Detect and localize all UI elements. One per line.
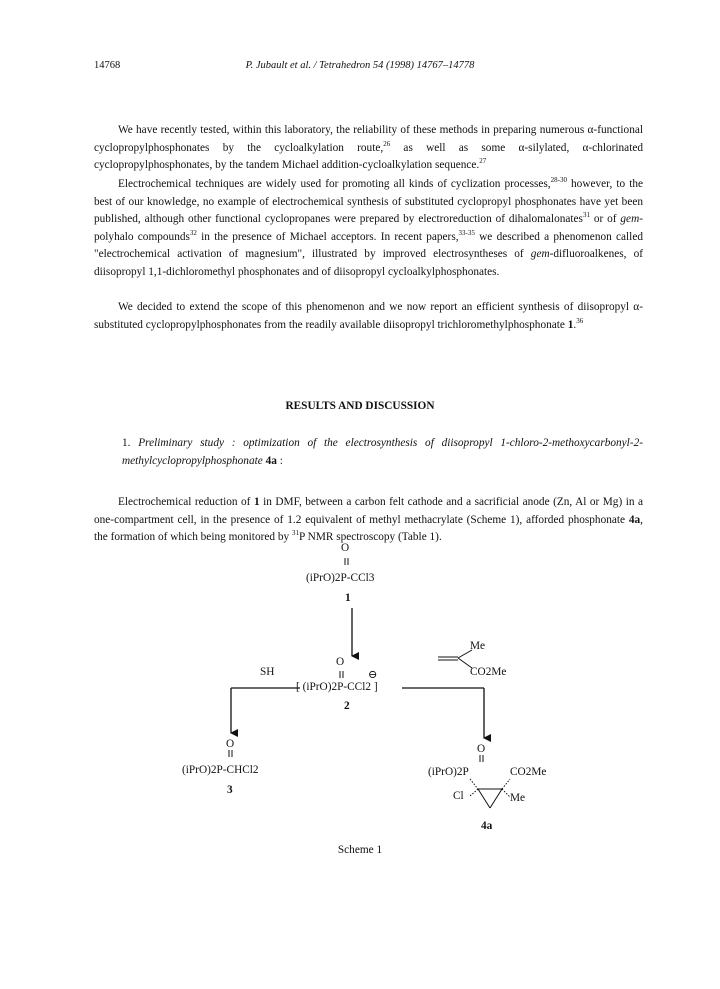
paragraph-1: We have recently tested, within this laboratory, the reliability of these methods in preparing numerous α-functional cyclopropylphosphonates by the cycloalkylation route,$^{26}$ as well as some α-silylated, α-chlorinated cyclopropylphosphonates, by the tandem Michael addition-cycloalkylation sequence.$^{27}$ [94, 124, 643, 171]
compound-3-number: 3 [227, 784, 233, 796]
compound-2-formula: [ (iPrO)2P-CCl2 ] [296, 681, 378, 693]
paragraph-2: Electrochemical techniques are widely used for promoting all kinds of cyclization processes,$^{28-30}$ however, to the best of our knowledge, no example of electrochemical synthesis of substituted cyclopropyl phosphonates have yet been published, although other functional cyclopropanes were prepared by electroreduction of dihalomalonates$^{31}$ or of gem-polyhalo compounds$^{32}$ in the presence of Michael acceptors. In recent papers,$^{33-35}$ we described a phenomenon called "electrochemical activation of magnesium", illustrated by improved electrosyntheses of gem-difluoroalkenes, of diisopropyl 1,1-dichloromethyl phosphonates and of diisopropyl cycloalkylphosphonates. [94, 176, 644, 278]
citation[interactable]: 33-35 [458, 228, 475, 237]
compound-4a-me: Me [510, 792, 526, 804]
compound-4a-phosphonate: (iPrO)2P [428, 766, 469, 778]
citation[interactable]: 36 [576, 316, 584, 325]
compound-2-number: 2 [344, 700, 350, 712]
compound-1-formula: (iPrO)2P-CCl3 [306, 572, 375, 584]
reagent-sh: SH [260, 666, 275, 678]
paragraph-4: Electrochemical reduction of 1 in DMF, between a carbon felt cathode and a sacrificial anode (Zn, Al or Mg) in a one-compartment cell, in the presence of 1.2 equivalent of methyl methacrylate (Scheme 1), afforded phosphonate 4a, the formation of which being monitored by $^{31}$P NMR spectroscopy (Table 1). [94, 496, 643, 543]
page-number: 14768 [94, 60, 121, 71]
paragraph-3: We decided to extend the scope of this phenomenon and we now report an efficient synthesis of diisopropyl α-substituted cyclopropylphosphonates from the readily available diisopropyl trichloromethylphosphonate 1.36 [94, 301, 643, 331]
running-title: P. Jubault et al. / Tetrahedron 54 (1998) 14767–14778 [245, 60, 475, 71]
section-heading: RESULTS AND DISCUSSION [285, 400, 435, 412]
compound-1-oxygen: O [341, 542, 350, 554]
compound-4a-cl: Cl [453, 790, 464, 802]
compound-4a-oxygen: O [477, 743, 486, 755]
compound-4a-co2me: CO2Me [510, 766, 547, 778]
methacrylate-me: Me [470, 640, 486, 652]
scheme-caption: Scheme 1 [337, 844, 383, 856]
compound-3-oxygen: O [226, 738, 235, 750]
compound-4a-number: 4a [481, 820, 493, 832]
citation[interactable]: 31 [291, 529, 299, 538]
compound-3-formula: (iPrO)2P-CHCl2 [182, 764, 259, 776]
citation[interactable]: 27 [479, 157, 487, 166]
subsection-title: 1. Preliminary study : optimization of the electrosynthesis of diisopropyl 1-chloro-2-methoxycarbonyl-2-methylcyclopropylphosphonate 4a : [122, 437, 643, 467]
citation[interactable]: 31 [582, 211, 590, 220]
anion-charge: ⊖ [368, 669, 378, 681]
citation[interactable]: 28-30 [550, 176, 567, 185]
citation[interactable]: 32 [189, 228, 197, 237]
citation[interactable]: 26 [383, 139, 391, 148]
compound-1-number: 1 [345, 592, 351, 604]
methacrylate-co2me: CO2Me [470, 666, 507, 678]
compound-2-oxygen: O [336, 656, 345, 668]
